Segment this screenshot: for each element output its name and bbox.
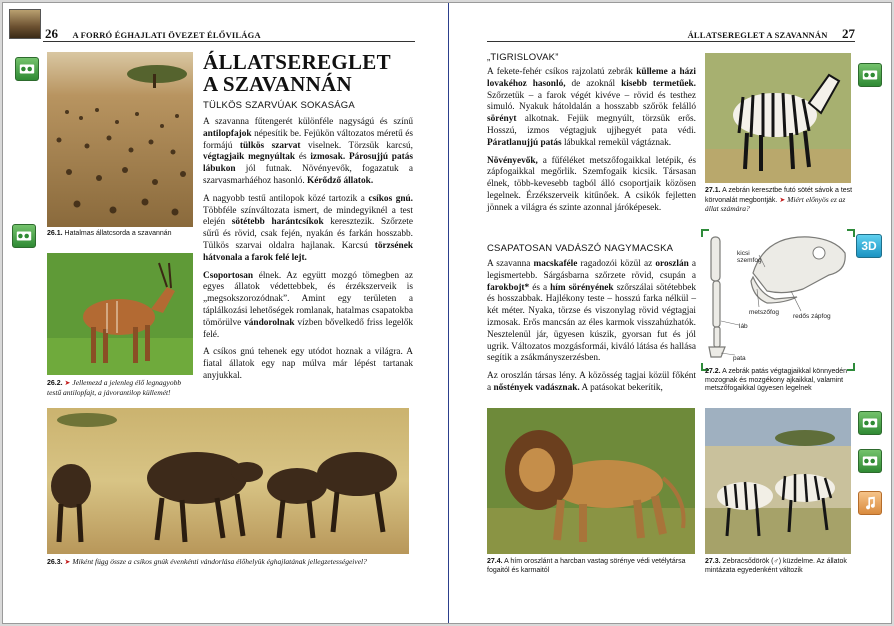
bold-term: csíkos gnú.: [368, 193, 414, 204]
zebra-skeleton-diagram: [705, 231, 851, 367]
caption-text: A hím oroszlánt a harcban vastag sörénye védi vetélytársa fogaitól és karmaitól: [487, 558, 686, 574]
caption-26-1: [47, 230, 197, 239]
text-run: keresztezik. Szőrzete sűrű és rövid, csak fején, nyakán és farkán hosszabb. Tülkös szarvai oldalra hajlanak. Karcsú: [203, 217, 413, 251]
paragraph-zebra-1: [487, 67, 696, 150]
left-header-rule: [43, 41, 415, 42]
bold-term: sörényt: [487, 114, 517, 125]
label-incisor: metszőfog: [749, 309, 779, 316]
page-title: [203, 51, 391, 95]
caption-text: Zebracsődörök (♂) küzdelme. Az állatok mintázata egyedenként változik: [705, 558, 847, 574]
label-leg: láb: [739, 323, 748, 330]
left-body-text: [203, 117, 413, 389]
bold-term: oroszlán: [655, 259, 689, 269]
right-section-title: ÁLLATSEREGLET A SZAVANNÁN: [687, 30, 828, 40]
text-run: lábukkal remekül vágtáznak.: [561, 137, 672, 148]
bold-term: izmosak.: [310, 152, 346, 163]
text-run: alkotnak. Fejük megnyúlt, törzsük erős. Hosszú, izmos végtagjuk ujjhegyét pata védi.: [487, 114, 696, 136]
caption-number: 26.2.: [47, 380, 63, 387]
bold-term: tülkös szarvat: [239, 140, 301, 151]
caption-27-4: [487, 558, 699, 575]
bold-term: Kérődző állatok.: [307, 175, 374, 186]
bold-term: törzsének hátvonala a farok felé lejt.: [203, 240, 413, 263]
caption-question: Miként függ össze a csíkos gnúk évenkénti vándorlása élőhelyük éghajlatának jellegzetességeivel?: [72, 557, 367, 566]
caption-text: Hatalmas állatcsorda a szavannán: [64, 230, 172, 237]
video-icon-left-2[interactable]: [12, 224, 36, 248]
subhead-zebras: „TIGRISLOVAK”: [487, 52, 559, 63]
subhead-antelopes: TÜLKÖS SZARVÚAK SOKASÁGA: [203, 100, 355, 111]
caption-27-3: [705, 558, 855, 575]
paragraph-3: [203, 271, 413, 342]
text-run: vízben bővelkedő friss legelők felé.: [203, 317, 413, 340]
right-body-text-1: [487, 67, 696, 221]
text-run: A patásokat bekerítik,: [579, 382, 663, 393]
bold-term: antilopfajok: [203, 128, 252, 139]
chapter-thumbnail[interactable]: [9, 9, 41, 39]
text-run: A csíkos gnú tehenek egy utódot hoznak a világra. A fiatal állatok egy nap múlva már lépést tartanak anyjukkal.: [203, 347, 413, 381]
text-run: népesítik be. Fejükön változatos méretű és formájú: [203, 128, 413, 151]
left-section-title: A FORRÓ ÉGHAJLATI ÖVEZET ÉLŐVILÁGA: [72, 30, 261, 40]
bold-term: sötétebb harántcsíkok: [231, 217, 324, 228]
text-run: A szavanna fűtengerét különféle nagyságú és színű: [203, 117, 413, 127]
page-gutter: [448, 3, 449, 623]
3d-model-icon[interactable]: 3D: [856, 234, 882, 258]
caption-number: 27.2.: [705, 368, 721, 375]
bold-term: vándorolnak: [244, 317, 295, 328]
text-run: és a: [529, 282, 551, 293]
paragraph-4: [203, 347, 413, 382]
text-run: viselnek. Törzsük karcsú,: [300, 140, 413, 151]
text-run: a fűféléket metszőfogaikkal letépik, és zápfogaikkal megőrlik. Szemfogaik kicsik. Társasan élnek, több-kevesebb tagból álló csoportjaik közösen legelnek. Érzékszerveik kitűnőek. A csikók fejletten jönnek a világra és szinte azonnal járóképesek.: [487, 155, 696, 213]
bold-term: hím sörényének: [550, 282, 614, 293]
paragraph-lion-2: [487, 371, 696, 395]
bold-term: Páratlanujjú patás: [487, 137, 562, 148]
bold-term: farokbojt*: [487, 282, 530, 293]
right-page-number: 27: [842, 26, 855, 41]
caption-number: 27.1.: [705, 187, 721, 194]
paragraph-1: [203, 117, 413, 188]
audio-icon[interactable]: [858, 491, 882, 515]
caption-27-1: 27.1. A zebrán keresztbe futó sötét sávok a test körvonalát megbontják. ➤ Miért előnyös ez az állat számára?: [705, 187, 853, 213]
paragraph-2: [203, 194, 413, 265]
bold-term: kisebb termetűek.: [621, 78, 697, 89]
text-run: A fekete-fehér csíkos rajzolatú zebrák: [487, 67, 637, 77]
eland-photo: [47, 253, 193, 375]
text-run: A szavanna: [487, 259, 534, 269]
caption-26-2: 26.2. ➤ Jellemezd a jelenleg élő legnagyobb testű antilopfajt, a jávorantilop küllemét!: [47, 378, 182, 397]
caption-number: 27.3.: [705, 558, 721, 565]
video-icon-right-1[interactable]: [858, 63, 882, 87]
bold-term: nőstények vadásznak.: [493, 382, 580, 393]
bold-term: Csoportosan: [203, 270, 254, 281]
wildebeest-migration-photo: [47, 408, 409, 554]
caption-question: Miért előnyös ez az állat számára?: [705, 194, 846, 213]
paragraph-lion-1: [487, 259, 696, 365]
text-run: Szőrzetük – a farok végét kivéve – rövid és testhez simuló. Nyakuk hátoldalán a hosszabb szőrök felálló: [487, 90, 696, 113]
bold-term: végtagjaik megnyúltak: [203, 152, 296, 163]
subhead-lion: CSAPATOSAN VADÁSZÓ NAGYMACSKA: [487, 243, 674, 254]
caption-text: A zebrán keresztbe futó sötét sávok a test körvonalát megbontják.: [705, 187, 853, 204]
video-icon-right-3[interactable]: [858, 449, 882, 473]
text-run: a legismertebb. Sárgásbarna szőrzete rövid, csupán a: [487, 259, 696, 281]
bold-term: macskaféle: [533, 259, 578, 269]
left-header: [45, 25, 261, 41]
right-header: [679, 25, 855, 41]
label-molar: redős zápfog: [793, 313, 831, 320]
zebra-photo: [705, 53, 851, 183]
right-header-rule: [487, 41, 855, 42]
text-run: szőrszálai sötétebbek és hosszabbak. Hajlékony teste – hosszú farka nélkül – két méter. Nyaka, törzse és viszonylag rövid végtagjai izmosak. Erős mancsán az éles karmok visszahúzhatók. Nesztelenül jár, ügyesen kúszik, gyorsan fut és jól ugrik. Változatos mozgásformái, kiváló látása és hallása segítik a zsákmányszerzésben.: [487, 282, 696, 364]
caption-27-2: [705, 368, 855, 394]
caption-26-3: 26.3. ➤ Miként függ össze a csíkos gnúk évenkénti vándorlása élőhelyük éghajlatának jellegzetességeivel?: [47, 557, 367, 566]
text-run: A nagyobb testű antilopok közé tartozik a: [203, 193, 369, 204]
book-spread: [2, 2, 892, 624]
text-run: Az oroszlán társas lény. A közösség tagjai közül főként a: [487, 371, 696, 393]
caption-number: 26.1.: [47, 230, 63, 237]
left-page-number: 26: [45, 26, 58, 41]
title-line-1: ÁLLATSEREGLET: [203, 50, 391, 74]
bold-term: Növényevők,: [487, 155, 538, 166]
caption-text: A zebrák patás végtagjaikkal könnyedén mozognak és mozgékony ajkaikkal, valamint metszőfogaikkal ügyesen legelnek: [705, 368, 848, 392]
text-run: és: [295, 152, 311, 163]
text-run: élnek. Az együtt mozgó tömegben az egyes állatok védettebbek, és érzékszerveik is „megsokszorozódnak”. Amint egy területen a táplálkozási lehetőségek romlanak, hatalmas csapatokba tömörülve: [203, 270, 413, 328]
paragraph-zebra-2: [487, 156, 696, 215]
video-icon-right-2[interactable]: [858, 411, 882, 435]
bold-term: külleme a házi lovakéhoz hasonló,: [487, 67, 696, 89]
text-run: Többféle színváltozata ismert, de mindegyiknél a test elején: [203, 205, 413, 228]
right-body-text-2: [487, 259, 696, 401]
bold-term: Párosujjú patás lábukon: [203, 152, 413, 175]
herd-savanna-photo: [47, 52, 193, 227]
zebras-fighting-photo: [705, 408, 851, 554]
label-hoof: pata: [733, 355, 746, 362]
video-icon-left-1[interactable]: [15, 57, 39, 81]
text-run: ragadozói közül az: [577, 259, 656, 269]
title-line-2: A SZAVANNÁN: [203, 72, 352, 96]
text-run: jól futnak. Növényevők, fogazatuk a szarvasmarháéhoz hasonló.: [203, 164, 413, 186]
caption-question: Jellemezd a jelenleg élő legnagyobb testű antilopfajt, a jávorantilop küllemét!: [47, 378, 182, 397]
lion-photo: [487, 408, 695, 554]
label-small-canine: kicsi szemfog: [737, 250, 762, 264]
caption-number: 27.4.: [487, 558, 503, 565]
text-run: de azoknál: [565, 78, 622, 89]
caption-number: 26.3.: [47, 559, 63, 566]
